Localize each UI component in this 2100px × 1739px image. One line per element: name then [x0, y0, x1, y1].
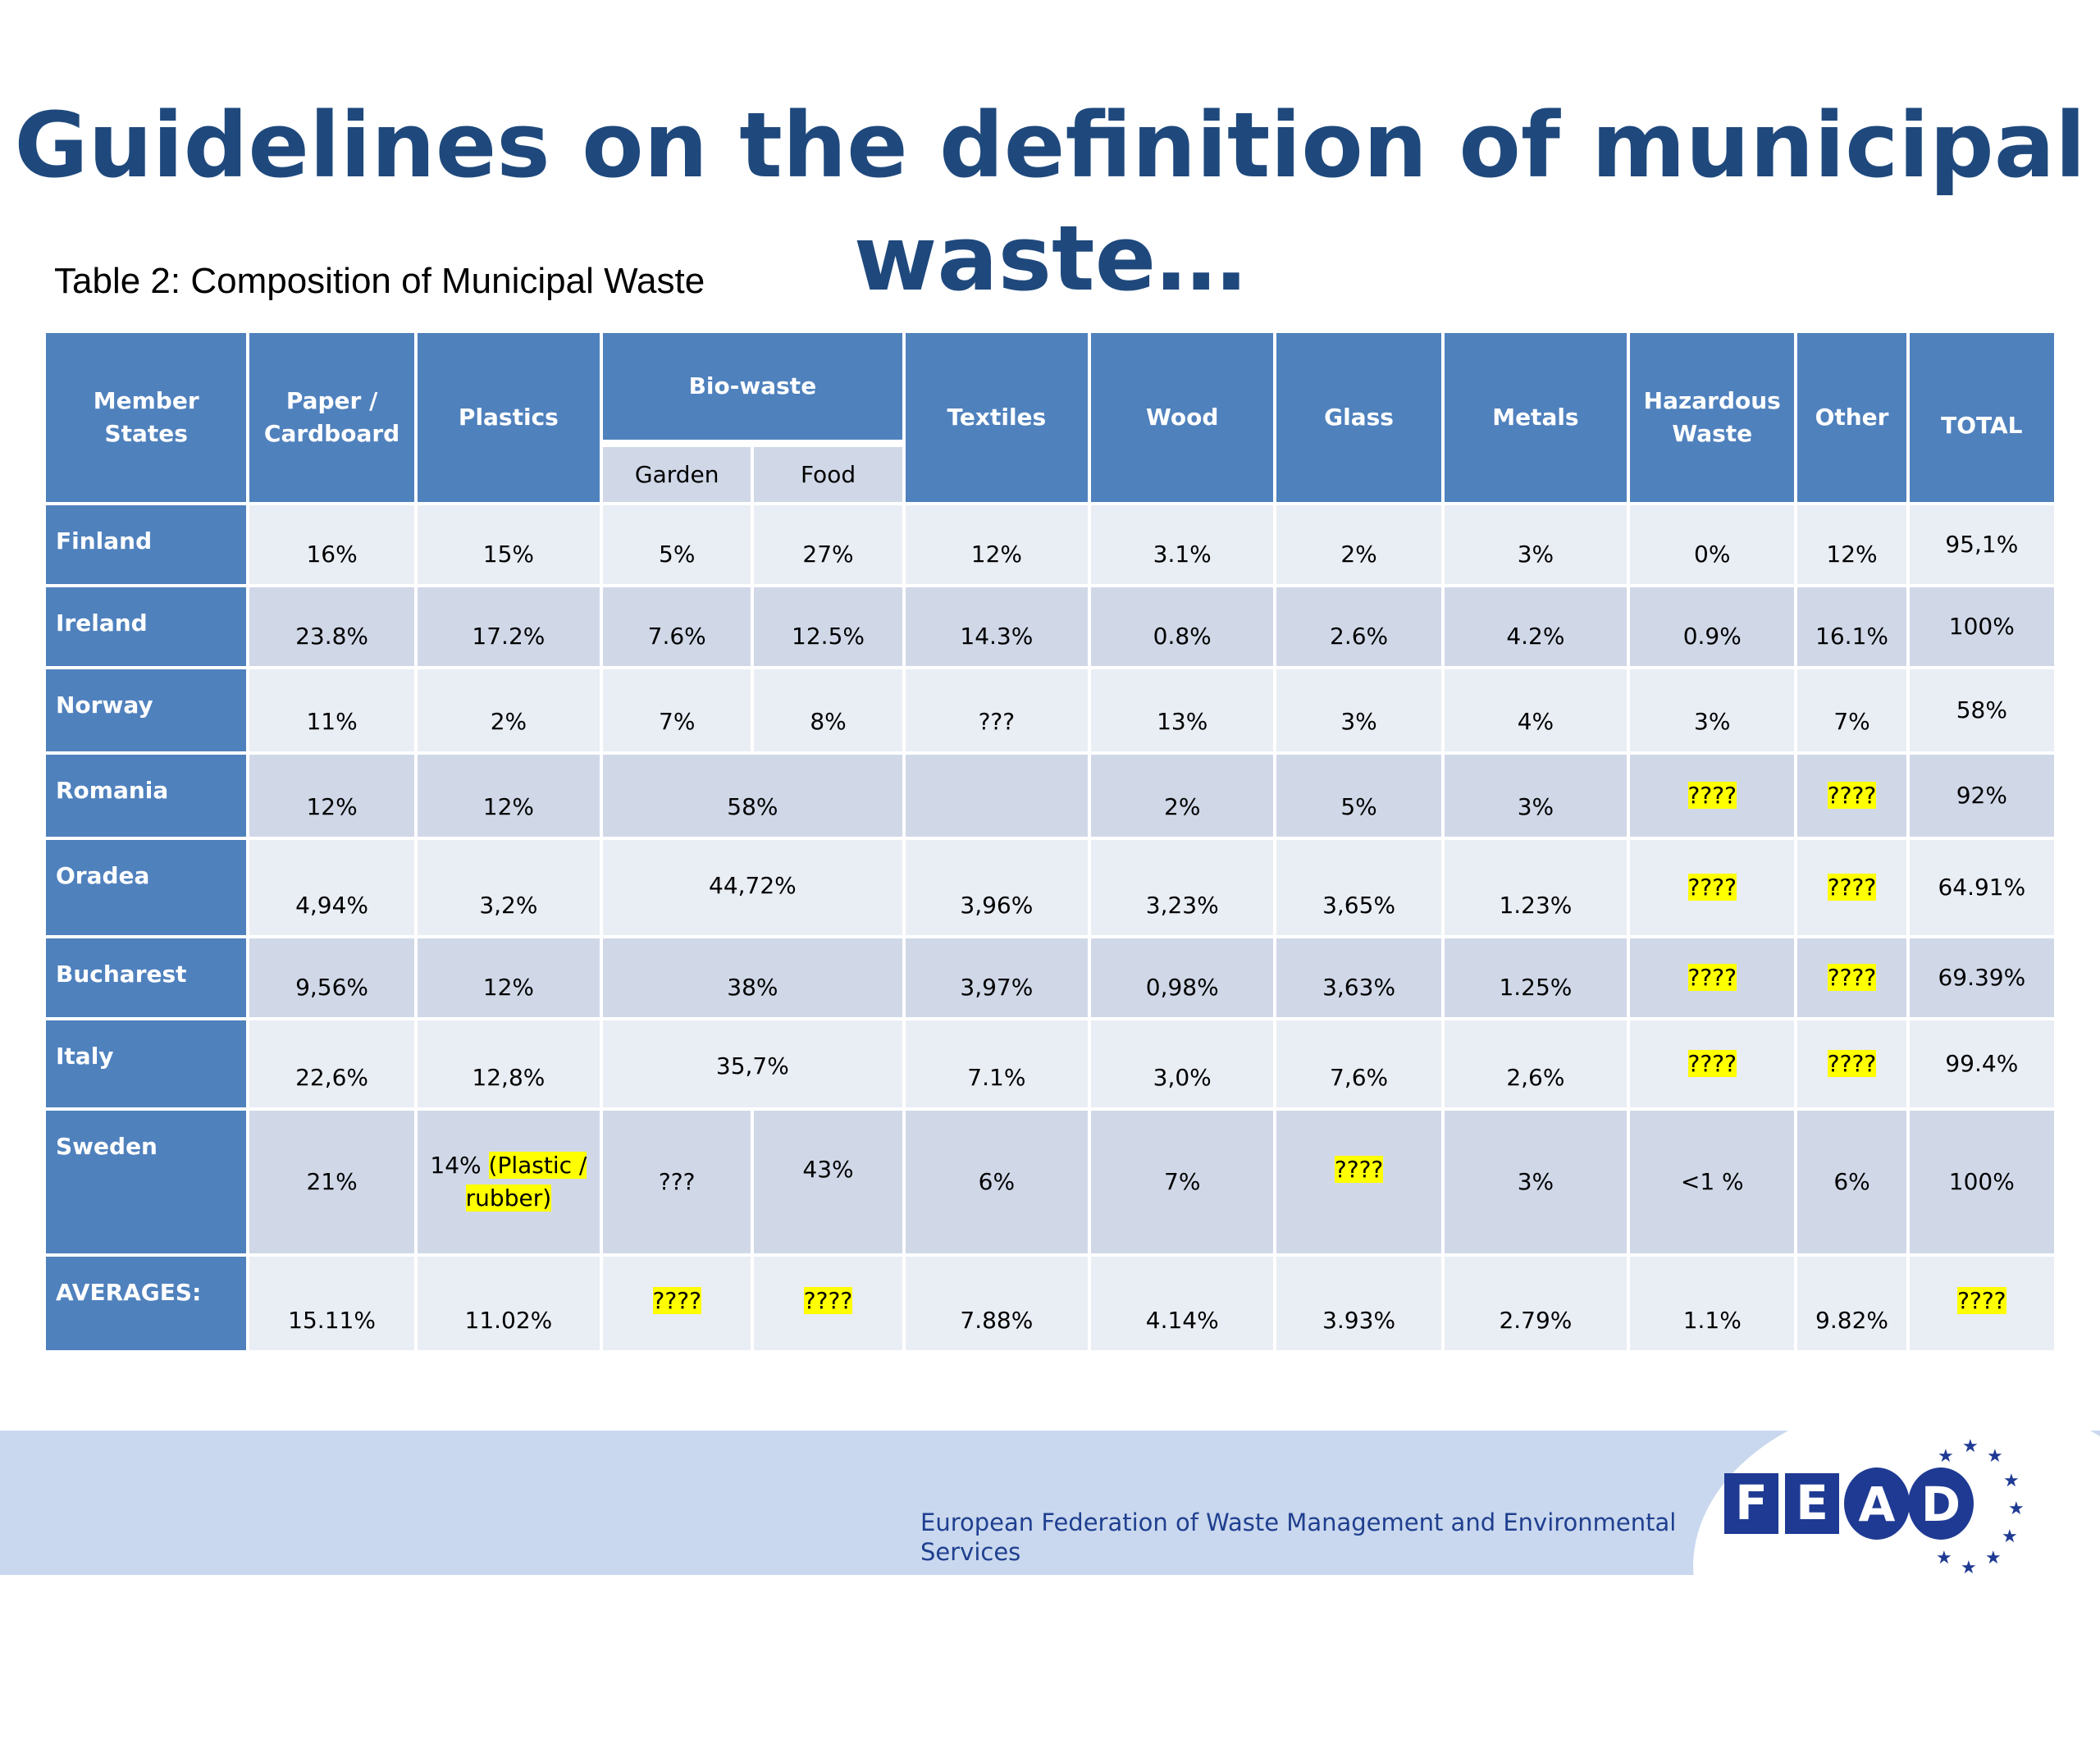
cell-sweden-textiles: 6% — [906, 1111, 1088, 1253]
cell-romania-total: 92% — [1910, 755, 2054, 837]
header-paper-cardboard — [249, 333, 413, 502]
cell-romania-plastics: 12% — [418, 755, 600, 837]
header-metals: Metals — [1445, 333, 1627, 502]
table-row — [46, 1257, 2054, 1350]
row-label-norway: Norway — [46, 669, 246, 751]
highlighted-unknown: ???? — [1687, 1050, 1737, 1077]
cell-italy-total: 99.4% — [1910, 1020, 2054, 1107]
cell-averages-garden — [603, 1257, 751, 1350]
cell-ireland-other: 16.1% — [1797, 587, 1906, 666]
slide-title-line2: waste… — [853, 206, 1247, 311]
cell-bucharest-metals: 1.25% — [1445, 938, 1627, 1017]
cell-bucharest-plastics: 12% — [418, 938, 600, 1017]
footer-organization — [920, 1508, 1691, 1567]
cell-averages-plastics: 11.02% — [418, 1257, 600, 1350]
cell-norway-metals: 4% — [1445, 669, 1627, 751]
svg-text:★: ★ — [1961, 1558, 1977, 1575]
svg-text:★: ★ — [1987, 1446, 2003, 1467]
header-hazardous-line2: Waste — [1672, 420, 1753, 447]
cell-sweden-hazardous: <1 % — [1630, 1111, 1794, 1253]
cell-sweden-plastics — [418, 1111, 600, 1253]
cell-averages-other: 9.82% — [1797, 1257, 1906, 1350]
cell-italy-other — [1797, 1020, 1906, 1107]
cell-oradea-biowaste: 44,72% — [603, 840, 902, 935]
cell-averages-paper: 15.11% — [249, 1257, 413, 1350]
logo-letter-f: F — [1735, 1475, 1768, 1531]
logo-letter-e: E — [1796, 1475, 1828, 1531]
svg-text:★: ★ — [1938, 1446, 1954, 1467]
cell-norway-textiles: ??? — [906, 669, 1088, 751]
cell-averages-glass: 3.93% — [1276, 1257, 1440, 1350]
cell-norway-glass: 3% — [1276, 669, 1440, 751]
cell-ireland-garden: 7.6% — [603, 587, 751, 666]
cell-oradea-textiles: 3,96% — [906, 840, 1088, 935]
cell-bucharest-biowaste: 38% — [603, 938, 902, 1017]
svg-text:★: ★ — [2002, 1527, 2018, 1547]
cell-bucharest-other — [1797, 938, 1906, 1017]
header-hazardous-line1: Hazardous — [1643, 387, 1781, 414]
cell-ireland-hazardous: 0.9% — [1630, 587, 1794, 666]
cell-ireland-paper: 23.8% — [249, 587, 413, 666]
table-row — [46, 938, 2054, 1017]
cell-romania-glass: 5% — [1276, 755, 1440, 837]
header-paper-line2: Cardboard — [263, 420, 400, 447]
table-row — [46, 1020, 2054, 1107]
header-hazardous-waste — [1630, 333, 1794, 502]
svg-text:★: ★ — [1985, 1548, 2002, 1568]
cell-oradea-hazardous — [1630, 840, 1794, 935]
cell-bucharest-wood: 0,98% — [1091, 938, 1273, 1017]
svg-text:★: ★ — [1962, 1436, 1979, 1457]
cell-italy-paper: 22,6% — [249, 1020, 413, 1107]
cell-finland-food: 27% — [754, 505, 902, 584]
cell-averages-metals: 2.79% — [1445, 1257, 1627, 1350]
cell-italy-biowaste: 35,7% — [603, 1020, 902, 1107]
table-row — [46, 840, 2054, 935]
cell-italy-glass: 7,6% — [1276, 1020, 1440, 1107]
cell-norway-total: 58% — [1910, 669, 2054, 751]
header-biowaste: Bio-waste — [603, 333, 902, 440]
cell-ireland-food: 12.5% — [754, 587, 902, 666]
cell-ireland-metals: 4.2% — [1445, 587, 1627, 666]
cell-italy-textiles: 7.1% — [906, 1020, 1088, 1107]
cell-bucharest-hazardous — [1630, 938, 1794, 1017]
header-paper-line1: Paper / — [285, 387, 378, 414]
table-row — [46, 669, 2054, 751]
row-label-oradea: Oradea — [46, 840, 246, 935]
cell-averages-food — [754, 1257, 902, 1350]
cell-bucharest-paper: 9,56% — [249, 938, 413, 1017]
cell-sweden-garden: ??? — [603, 1111, 751, 1253]
highlighted-unknown: ???? — [1957, 1287, 2006, 1314]
row-label-sweden: Sweden — [46, 1111, 246, 1253]
cell-norway-hazardous: 3% — [1630, 669, 1794, 751]
header-textiles: Textiles — [906, 333, 1088, 502]
cell-italy-metals: 2,6% — [1445, 1020, 1627, 1107]
waste-composition-table — [43, 330, 2057, 1353]
cell-sweden-other: 6% — [1797, 1111, 1906, 1253]
logo-letter-a: A — [1858, 1477, 1896, 1532]
cell-sweden-glass — [1276, 1111, 1440, 1253]
cell-norway-other: 7% — [1797, 669, 1906, 751]
cell-sweden-wood: 7% — [1091, 1111, 1273, 1253]
cell-norway-plastics: 2% — [418, 669, 600, 751]
header-glass: Glass — [1276, 333, 1440, 502]
highlighted-unknown: ???? — [1827, 874, 1877, 901]
cell-finland-other: 12% — [1797, 505, 1906, 584]
header-other: Other — [1797, 333, 1906, 502]
cell-averages-textiles: 7.88% — [906, 1257, 1088, 1350]
cell-romania-paper: 12% — [249, 755, 413, 837]
header-garden: Garden — [603, 443, 751, 502]
cell-bucharest-total: 69.39% — [1910, 938, 2054, 1017]
cell-sweden-paper: 21% — [249, 1111, 413, 1253]
cell-romania-biowaste: 58% — [603, 755, 902, 837]
highlighted-unknown: ???? — [652, 1287, 701, 1314]
svg-text:★: ★ — [1936, 1548, 1952, 1568]
cell-averages-hazardous: 1.1% — [1630, 1257, 1794, 1350]
header-wood: Wood — [1091, 333, 1273, 502]
cell-oradea-plastics: 3,2% — [418, 840, 600, 935]
table-row — [46, 587, 2054, 666]
cell-italy-wood: 3,0% — [1091, 1020, 1273, 1107]
cell-ireland-wood: 0.8% — [1091, 587, 1273, 666]
logo-letter-d: D — [1920, 1477, 1961, 1532]
cell-finland-total: 95,1% — [1910, 505, 2054, 584]
sweden-plastics-note-line1: (Plastic / — [488, 1152, 587, 1179]
cell-finland-metals: 3% — [1445, 505, 1627, 584]
cell-italy-plastics: 12,8% — [418, 1020, 600, 1107]
cell-finland-textiles: 12% — [906, 505, 1088, 584]
cell-ireland-total: 100% — [1910, 587, 2054, 666]
cell-norway-food: 8% — [754, 669, 902, 751]
cell-norway-paper: 11% — [249, 669, 413, 751]
cell-finland-wood: 3.1% — [1091, 505, 1273, 584]
cell-italy-hazardous — [1630, 1020, 1794, 1107]
highlighted-unknown: ???? — [1687, 964, 1737, 991]
sweden-plastics-value: 14% — [430, 1152, 482, 1179]
cell-finland-glass: 2% — [1276, 505, 1440, 584]
cell-averages-wood: 4.14% — [1091, 1257, 1273, 1350]
cell-oradea-wood: 3,23% — [1091, 840, 1273, 935]
row-label-italy: Italy — [46, 1020, 246, 1107]
cell-ireland-glass: 2.6% — [1276, 587, 1440, 666]
row-label-ireland: Ireland — [46, 587, 246, 666]
cell-sweden-food: 43% — [754, 1111, 902, 1253]
cell-romania-wood: 2% — [1091, 755, 1273, 837]
highlighted-unknown: ???? — [1687, 782, 1737, 809]
cell-romania-textiles — [906, 755, 1088, 837]
highlighted-unknown: ???? — [1827, 1050, 1877, 1077]
cell-oradea-metals: 1.23% — [1445, 840, 1627, 935]
cell-ireland-plastics: 17.2% — [418, 587, 600, 666]
fead-logo — [1714, 1434, 2059, 1575]
cell-bucharest-glass: 3,63% — [1276, 938, 1440, 1017]
cell-finland-garden: 5% — [603, 505, 751, 584]
row-label-finland: Finland — [46, 505, 246, 584]
sweden-plastics-note-line2: rubber) — [465, 1184, 552, 1212]
table-row — [46, 1111, 2054, 1253]
table-row — [46, 755, 2054, 837]
cell-ireland-textiles: 14.3% — [906, 587, 1088, 666]
cell-oradea-total: 64.91% — [1910, 840, 2054, 935]
header-plastics: Plastics — [418, 333, 600, 502]
cell-finland-plastics: 15% — [418, 505, 600, 584]
cell-oradea-glass: 3,65% — [1276, 840, 1440, 935]
svg-text:★: ★ — [2008, 1499, 2025, 1519]
cell-norway-wood: 13% — [1091, 669, 1273, 751]
footer-org-line2: Services — [920, 1538, 1021, 1566]
table-row — [46, 505, 2054, 584]
header-member-states: Member States — [46, 333, 246, 502]
row-label-romania: Romania — [46, 755, 246, 837]
header-food: Food — [754, 443, 902, 502]
slide-title-line1: Guidelines on the definition of municipal — [14, 93, 2086, 198]
row-label-averages: AVERAGES: — [46, 1257, 246, 1350]
footer-org-line1: European Federation of Waste Management and Environmental — [920, 1509, 1677, 1536]
header-total: TOTAL — [1910, 333, 2054, 502]
cell-romania-metals: 3% — [1445, 755, 1627, 837]
cell-finland-hazardous: 0% — [1630, 505, 1794, 584]
cell-romania-other — [1797, 755, 1906, 837]
highlighted-unknown: ???? — [1334, 1156, 1384, 1183]
row-label-bucharest: Bucharest — [46, 938, 246, 1017]
cell-sweden-metals: 3% — [1445, 1111, 1627, 1253]
highlighted-unknown: ???? — [1687, 874, 1737, 901]
cell-romania-hazardous — [1630, 755, 1794, 837]
highlighted-unknown: ???? — [1827, 782, 1877, 809]
cell-finland-paper: 16% — [249, 505, 413, 584]
cell-averages-total — [1910, 1257, 2054, 1350]
cell-oradea-other — [1797, 840, 1906, 935]
cell-norway-garden: 7% — [603, 669, 751, 751]
svg-text:★: ★ — [2003, 1471, 2020, 1491]
table-caption: Table 2: Composition of Municipal Waste — [54, 261, 705, 301]
highlighted-unknown: ???? — [803, 1287, 853, 1314]
cell-oradea-paper: 4,94% — [249, 840, 413, 935]
cell-sweden-total: 100% — [1910, 1111, 2054, 1253]
cell-bucharest-textiles: 3,97% — [906, 938, 1088, 1017]
highlighted-unknown: ???? — [1827, 964, 1877, 991]
